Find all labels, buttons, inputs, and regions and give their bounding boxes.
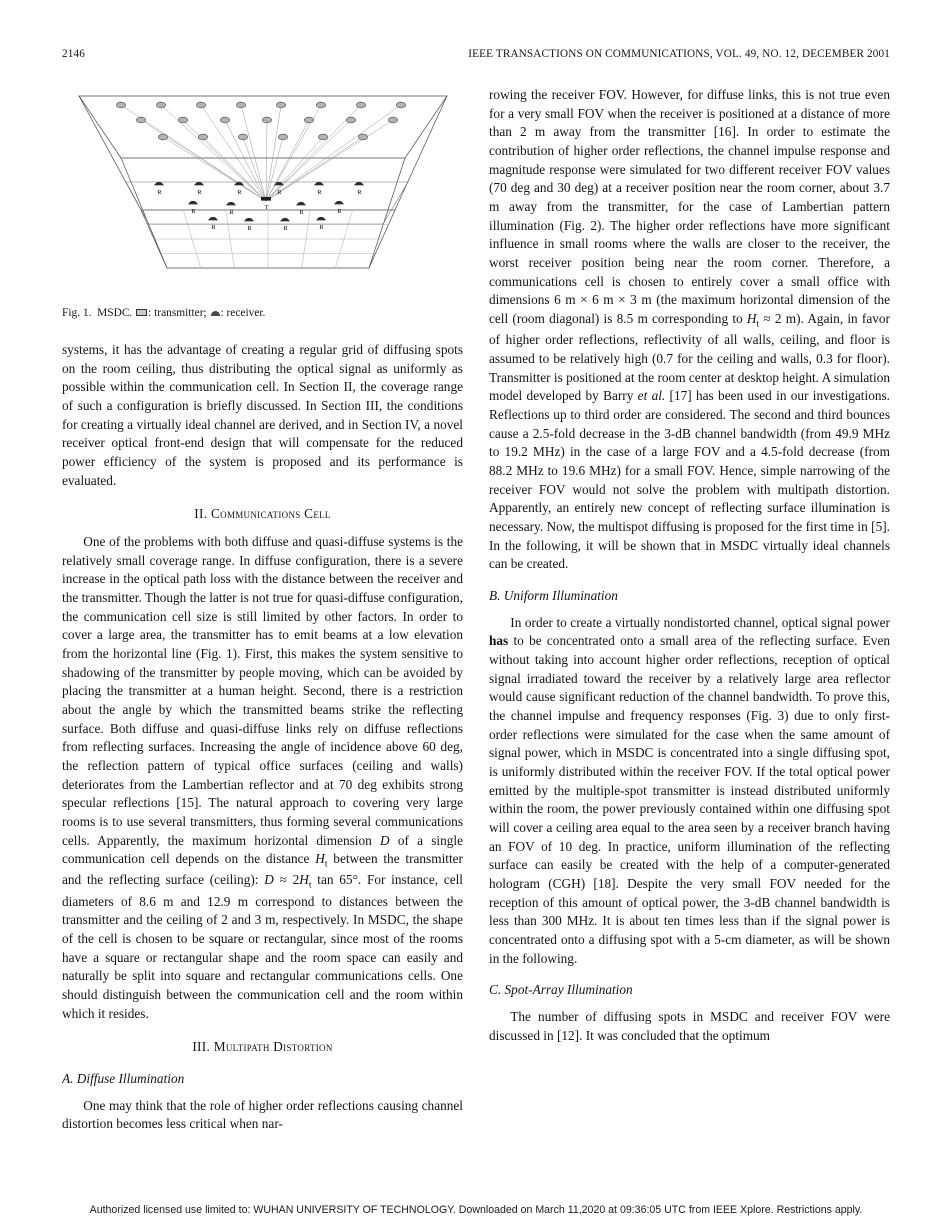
para-uniform-illumination: In order to create a virtually nondistorted channel, optical signal power has to be concentrated onto a small area of the reflecting surface. Even without taking into account higher order reflections, reception of optical signal irradiated toward the receiver by a relatively large area reflector would cause significant reduction of the channel bandwidth. To prove this, the channel impulse and frequency responses (Fig. 3) due to only first-order reflections were simulated for the case when the same amount of signal power, which in MSDC is concentrated into a single diffusing spot, is uniformly distributed within the receiver FOV. If the total optical power emitted by the multiple-spot transmitter is instead distributed uniformly within the room, the power previously contained within one diffusing spot will cover a ceiling area equal to the area seen by a receiver branch having an FOV of 10 deg. In practice, uniform illumination of the reflecting surface can easily be created with the help of a computer-generated hologram (CGH) [18]. Despite the very small FOV needed for the reception of this amount of optical power, the 3-dB channel bandwidth is less than 300 MHz. It is about ten times less than if the signal power is concentrated onto a diffusing spot with a 5-cm diameter, as will be shown in the following. <box>489 614 890 966</box>
receiver-label: R <box>236 189 242 196</box>
diffusing-spot <box>388 117 397 123</box>
diffusing-spot <box>262 117 271 123</box>
diffusing-spot <box>116 102 125 108</box>
subsection-a-heading: A. Diffuse Illumination <box>62 1070 185 1086</box>
receiver-icon <box>209 217 217 220</box>
two-column-body <box>62 86 890 1180</box>
figure-caption: Fig. 1. MSDC. : transmitter; : receiver. <box>62 307 266 319</box>
diffusing-spot <box>158 134 167 140</box>
right-column <box>489 86 890 1180</box>
subsection-c-heading: C. Spot-Array Illumination <box>489 982 633 998</box>
beam-ray <box>183 120 266 201</box>
para-intro: systems, it has the advantage of creating a regular grid of diffusing spots on the room ceiling, thus distributing the optical signal as uniformly as possible within the communication cell. In Section II, the coverage range of such a configuration is briefly discussed. In Section III, the conditions for creating a virtually ideal channel are derived, and in Section IV, a novel receiver optical front-end design that will compensate for the reduced power efficiency of the system is proposed and its performance is evaluated. <box>62 341 463 488</box>
transmitter-symbol-icon <box>136 309 147 316</box>
beam-ray <box>266 120 267 201</box>
diffusing-spot <box>304 117 313 123</box>
room-edge <box>395 96 447 210</box>
receiver-label: R <box>318 224 324 231</box>
diffusing-spot <box>346 117 355 123</box>
receiver-label: R <box>298 209 304 216</box>
room-edge <box>121 158 167 268</box>
diffusing-spot <box>178 117 187 123</box>
receiver-icon <box>297 202 305 205</box>
diffusing-spot <box>358 134 367 140</box>
receiver-label: R <box>356 189 362 196</box>
desk-plane-outline <box>126 182 408 224</box>
receiver-icon <box>355 182 363 185</box>
beam-ray <box>225 120 266 201</box>
diffusing-spot <box>156 102 165 108</box>
diffusing-spot <box>196 102 205 108</box>
receiver-label: R <box>228 209 234 216</box>
para-diffuse-illumination: One may think that the role of higher order reflections causing channel distortion becomes less critical when nar- <box>62 1097 463 1132</box>
beam-ray <box>163 137 266 201</box>
ceiling-outline <box>79 96 447 158</box>
receiver-label: R <box>190 208 196 215</box>
diffusing-spot <box>236 102 245 108</box>
beam-ray <box>203 137 266 201</box>
diffusing-spot <box>318 134 327 140</box>
journal-title: IEEE TRANSACTIONS ON COMMUNICATIONS, VOL. 49, NO. 12, DECEMBER 2001 <box>468 48 890 60</box>
receiver-icon <box>281 218 289 221</box>
diffusing-spot <box>136 117 145 123</box>
beam-ray <box>161 105 266 201</box>
receiver-icon <box>317 217 325 220</box>
msdc-room-diagram <box>73 92 453 290</box>
para-communications-cell: One of the problems with both diffuse and quasi-diffuse systems is the relatively small coverage range. In diffuse configuration, there is a severe increase in the optical path loss with the distance between the receiver and the transmitter. Though the latter is not true for quasi-diffuse configuration, the communication cell size is still limited by other factors. In order to cover a large area, the transmitter has to emit beams at a low elevation from the horizontal line (Fig. 1). First, this makes the system sensitive to shadowing of the transmitter by people moving, which can be avoided by placing the transmitter at a human height. Second, there is a restriction about the angle by which the transmitted beams strike the reflecting surface. Both diffuse and quasi-diffuse links rely on diffuse reflections from reflecting surfaces. Increasing the angle of incidence above 60 deg, the reflection pattern of typical office surfaces (ceiling and walls) deteriorates from the Lambertian reflector and at 70 deg exhibits strong specular reflections [15]. The natural approach to covering very large rooms is to use several transmitters, thus forming several communications cells. Apparently, the maximum horizontal dimension D of a single communication cell depends on the distance $H_t$ between the transmitter and the reflecting surface (ceiling): $D \approx 2H_t$ tan 65°. For instance, cell diameters of 8.6 m and 12.9 m correspond to distances between the transmitter and the ceiling of 2 and 3 m, respectively. In MSDC, the shape of the cell is chosen to be square or rectangular, since most of the rooms have a square or rectangular shape and the room space can easily and naturally be split into square and rectangular communications cells. One should distinguish between the communication cell and the room within which it resides. <box>62 533 463 1021</box>
diffusing-spot <box>278 134 287 140</box>
page-number: 2146 <box>62 48 85 60</box>
room-edge <box>369 158 405 268</box>
receiver-icon <box>189 201 197 204</box>
receiver-label: R <box>196 189 202 196</box>
beam-ray <box>243 137 266 201</box>
receiver-label: R <box>282 225 288 232</box>
diffusing-spot <box>316 102 325 108</box>
receiver-icon <box>315 182 323 185</box>
receiver-label: R <box>156 189 162 196</box>
receiver-icon <box>335 201 343 204</box>
page-header <box>62 48 890 60</box>
copyright-stamp: Authorized licensed use limited to: WUHAN UNIVERSITY OF TECHNOLOGY. Downloaded on March 11,2020 at 09:36:05 UTC from IEEE Xplore. Restrictions apply. <box>89 1204 863 1216</box>
receiver-icon <box>227 202 235 205</box>
diffusing-spot <box>356 102 365 108</box>
figure-dynamic-content <box>116 102 405 268</box>
receiver-symbol-icon <box>211 311 220 316</box>
transmitter-icon <box>261 197 271 201</box>
beam-ray <box>266 120 393 201</box>
diffusing-spot <box>220 117 229 123</box>
para-spot-array: The number of diffusing spots in MSDC and receiver FOV were discussed in [12]. It was concluded that the optimum <box>489 1009 890 1043</box>
diffusing-spot <box>238 134 247 140</box>
beam-ray <box>201 105 266 201</box>
para-narrowing: rowing the receiver FOV. However, for diffuse links, this is not true even for a very small FOV when the receiver is positioned at a distance of more than 2 m away from the transmitter [16]. In order to estimate the contribution of higher order reflections, the channel impulse response and magnitude response were simulated for two different receiver FOV values (70 deg and 30 deg) at a receiver position near the room corner, about 3.7 m away from the transmitter, for the case of Lambertian pattern illumination (Fig. 2). The higher order reflections have more significant influence in small rooms where the walls are closer to the receiver, the worst receiver position being near the room corner. Therefore, a communications cell is chosen to entirely cover a small office with dimensions 6 m × 6 m × 3 m (the maximum horizontal dimension of the cell (room diagonal) is 8.5 m corresponding to $H_t \approx 2$ m). Again, in favor of higher order reflections, reflectivity of all walls, ceiling, and floor is assumed to be relatively high (0.7 for the ceiling and walls, 0.3 for floor). Transmitter is positioned at the room center at desktop height. A simulation model developed by Barry et al. [17] has been used in our investigations. Reflections up to third order are considered. The second and third bounces cause a 2.5-fold decrease in the 3-dB channel bandwidth (from 49.9 MHz to 19.2 MHz) in the case of a large FOV and a 4.5-fold decrease (from 88.2 MHz to 19.6 MHz) for a small FOV. Hence, simple narrowing of the receiver FOV would not solve the problem with multipath distortion. Apparently, an entirely new concept of reflecting surface illumination is necessary. Now, the multispot diffusing is proposed for the first time in [5]. In the following, it will be shown that in MSDC virtually ideal channels can be created. <box>489 87 890 572</box>
receiver-label: R <box>246 225 252 232</box>
subsection-b-heading: B. Uniform Illumination <box>489 587 618 603</box>
figure-1 <box>62 92 463 321</box>
transmitter-label: T <box>263 204 269 211</box>
receiver-label: R <box>316 189 322 196</box>
receiver-icon <box>245 218 253 221</box>
receiver-icon <box>195 182 203 185</box>
receiver-label: R <box>276 189 282 196</box>
receiver-icon <box>275 182 283 185</box>
diffusing-spot <box>396 102 405 108</box>
receiver-label: R <box>336 208 342 215</box>
beam-ray <box>266 105 401 201</box>
diffusing-spot <box>276 102 285 108</box>
receiver-label: R <box>210 224 216 231</box>
receiver-icon <box>155 182 163 185</box>
left-column <box>62 86 463 1180</box>
diffusing-spot <box>198 134 207 140</box>
section-ii-heading: II. Communications Cell <box>194 506 331 522</box>
section-iii-heading: III. Multipath Distortion <box>192 1039 333 1055</box>
